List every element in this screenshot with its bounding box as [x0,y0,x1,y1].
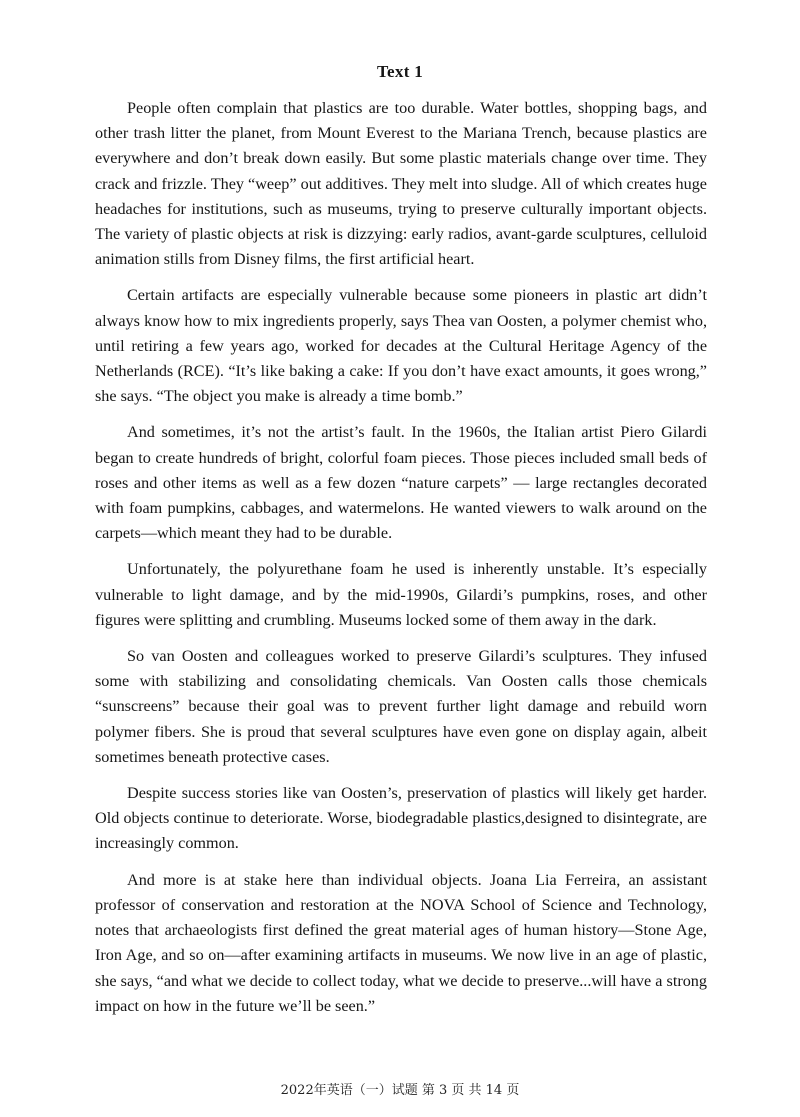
passage-body [95,96,707,1030]
paragraph-3: And sometimes, it’s not the artist’s fault. In the 1960s, the Italian artist Piero Gilardi began to create hundreds of bright, colorful foam pieces. Those pieces included small beds of roses and other items as well as a few dozen “nature carpets” — large rectangles decorated with foam pumpkins, cabbages, and watermelons. He wanted viewers to walk around on the carpets—which meant they had to be durable. [95,423,707,543]
paragraph-5: So van Oosten and colleagues worked to preserve Gilardi’s sculptures. They infused some with stabilizing and consolidating chemicals. Van Oosten calls those chemicals “sunscreens” because their goal was to prevent further light damage and rebuild worn polymer fibers. She is proud that several sculptures have even gone on display again, albeit sometimes beneath protective cases. [95,647,707,766]
paragraph-6: Despite success stories like van Oosten’s, preservation of plastics will likely get harder. Old objects continue to deteriorate. Worse, biodegradable plastics,designed to disintegrate, are increasingly common. [95,784,707,853]
text-title: Text 1 [376,62,424,81]
paragraph-4: Unfortunately, the polyurethane foam he used is inherently unstable. It’s especially vulnerable to light damage, and by the mid-1990s, Gilardi’s pumpkins, roses, and other figures were splitting and crumbling. Museums locked some of them away in the dark. [95,560,707,629]
page-footer: 2022年英语（一）试题 第 3 页 共 14 页 [280,1083,520,1098]
paragraph-1: People often complain that plastics are too durable. Water bottles, shopping bags, and other trash litter the planet, from Mount Everest to the Mariana Trench, because plastics are everywhere and don’t break down easily. But some plastic materials change over time. They crack and frizzle. They “weep” out additives. They melt into sludge. All of which creates huge headaches for institutions, such as museums, trying to preserve culturally important objects. The variety of plastic objects at risk is dizzying: early radios, avant-garde sculptures, celluloid animation stills from Disney films, the first artificial heart. [95,99,707,269]
paragraph-7: And more is at stake here than individual objects. Joana Lia Ferreira, an assistant professor of conservation and restoration at the NOVA School of Science and Technology, notes that archaeologists first defined the great material ages of human history—Stone Age, Iron Age, and so on—after examining artifacts in museums. We now live in an age of plastic, she says, “and what we decide to collect today, what we decide to preserve...will have a strong impact on how in the future we’ll be seen.” [95,870,707,1015]
paragraph-2: Certain artifacts are especially vulnerable because some pioneers in plastic art didn’t always know how to mix ingredients properly, says Thea van Oosten, a polymer chemist who, until retiring a few years ago, worked for decades at the Cultural Heritage Agency of the Netherlands (RCE). “It’s like baking a cake: If you don’t have exact amounts, it goes wrong,” she says. “The object you make is already a time bomb.” [95,286,707,406]
